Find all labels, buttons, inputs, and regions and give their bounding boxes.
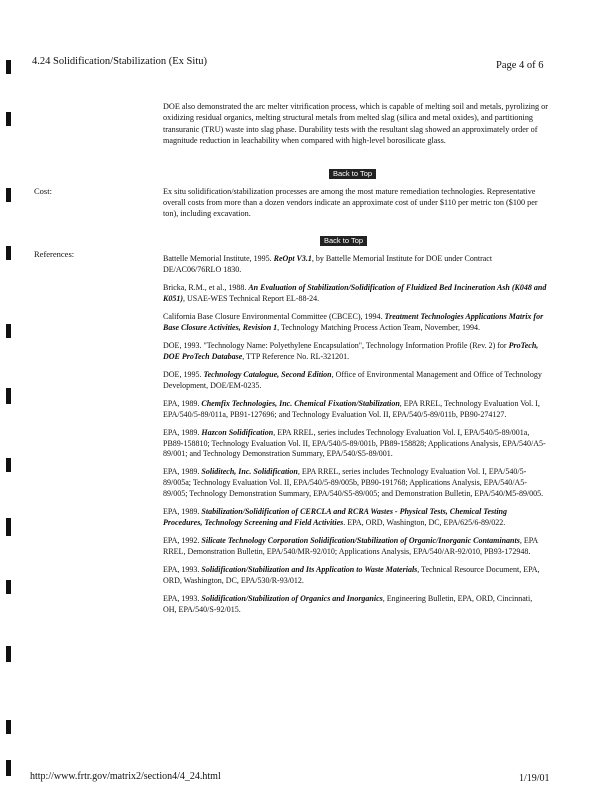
scan-edge-mark (6, 246, 11, 260)
scan-edge-mark (6, 324, 11, 338)
reference-item (163, 467, 547, 499)
reference-item (163, 507, 547, 528)
reference-title: Silicate Technology Corporation Solidification/Stabilization of Organic/Inorganic Contaminants (201, 536, 520, 546)
references-list (163, 254, 547, 623)
reference-lead: Battelle Memorial Institute, 1995. (163, 254, 274, 263)
reference-item (163, 565, 547, 586)
reference-lead: EPA, 1993. (163, 565, 202, 575)
reference-item (163, 341, 547, 362)
scan-edge-mark (6, 518, 11, 536)
footer-date: 1/19/01 (519, 773, 550, 784)
reference-tail: , Technology Matching Process Action Team, November, 1994. (277, 322, 481, 332)
scan-edge-mark (6, 388, 11, 404)
reference-item (163, 536, 547, 557)
back-to-top-button[interactable]: Back to Top (320, 236, 367, 246)
scan-edge-mark (6, 760, 11, 776)
reference-tail: , EPA RREL, series includes Technology Evaluation Vol. I, EPA/540/5-89/005a; Technology Evaluation Vol. II, EPA/540/5-89/005b, PB90-191768; Applications Analysis, EPA/540/A5-89/005; Technology Demonstration Summary, EPA/540/S5-89/005; and Demonstration Bulletin, EPA/540/M5-89/005. (163, 467, 544, 498)
back-to-top-button[interactable]: Back to Top (329, 169, 376, 179)
reference-tail: . EPA, ORD, Washington, DC, EPA/625/6-89/022. (343, 517, 506, 527)
reference-title: ProTech, DOE ProTech Database (163, 340, 539, 361)
reference-lead: DOE, 1995. (163, 369, 204, 379)
scan-edge-mark (6, 646, 11, 662)
reference-title: Technology Catalogue, Second Edition (203, 369, 332, 379)
reference-lead: EPA, 1989. (163, 427, 202, 437)
reference-tail: , TTP Reference No. RL-321201. (242, 351, 350, 361)
reference-lead: EPA, 1989. (163, 507, 202, 517)
reference-tail: , EPA RREL, Demonstration Bulletin, EPA/540/MR-92/010; Applications Analysis, EPA/540/AR-92/010, PB93-172948. (163, 536, 538, 556)
reference-title: ReOpt V3.1 (273, 254, 312, 263)
reference-lead: California Base Closure Environmental Committee (CBCEC), 1994. (163, 311, 385, 321)
reference-item (163, 370, 547, 391)
scan-edge-mark (6, 112, 11, 126)
references-label: References: (34, 249, 75, 259)
intro-paragraph: DOE also demonstrated the arc melter vitrification process, which is capable of melting soil and metals, pyrolizing or oxidizing residual organics, melting structural metals from melted slag (silica and metal oxides), and partitioning transuranic (TRU) waste into slag phase. Durability tests with the resultant slag showed an approximately order of magnitude reduction in leachability when compared with high-level borosilicate glass. (163, 102, 548, 146)
reference-lead: EPA, 1993. (163, 594, 202, 604)
reference-title: Soliditech, Inc. Solidification (201, 467, 298, 477)
reference-item (163, 594, 547, 615)
scan-edge-mark (6, 580, 11, 594)
footer-url: http://www.frtr.gov/matrix2/section4/4_24.html (30, 771, 221, 782)
page-indicator: Page 4 of 6 (496, 60, 544, 71)
reference-tail: , Technical Resource Document, EPA, ORD, Washington, DC, EPA/530/R-93/012. (163, 565, 540, 585)
reference-tail: , EPA RREL, series includes Technology Evaluation Vol. I, EPA/540/5-89/001a, PB89-158810; Technology Evaluation Vol. II, EPA/540/5-89/001b, PB89-158828; Applications Analysis, EPA/540/A5-89/001; and Technology Demonstration Summary, EPA/540/S5-89/001. (163, 427, 546, 459)
reference-title: An Evaluation of Stabilization/Solidification of Fluidized Bed Incineration Ash (K048 and K051) (163, 282, 547, 303)
reference-title: Treatment Technologies Applications Matrix for Base Closure Activities, Revision 1 (163, 311, 544, 332)
reference-item (163, 254, 547, 275)
reference-lead: EPA, 1992. (163, 536, 202, 546)
reference-lead: Bricka, R.M., et al., 1988. (163, 282, 249, 292)
reference-title: Chemfix Technologies, Inc. Chemical Fixation/Stabilization (201, 398, 400, 408)
reference-tail: , Office of Environmental Management and Office of Technology Development, DOE/EM-0235. (163, 369, 542, 390)
reference-lead: EPA, 1989. (163, 467, 202, 477)
reference-item (163, 312, 547, 333)
reference-lead: DOE, 1993. "Technology Name: Polyethylene Encapsulation", Technology Information Profile (Rev. 2) for (163, 340, 509, 350)
scan-edge-mark (6, 188, 11, 202)
scan-edge-marks (6, 60, 12, 790)
reference-title: Stabilization/Solidification of CERCLA and RCRA Wastes - Physical Tests, Chemical Testing Procedures, Technology Screening and Field Activities (163, 507, 508, 527)
cost-paragraph: Ex situ solidification/stabilization processes are among the most mature remediation technologies. Representative overall costs from more than a dozen vendors indicate an approximate cost of under $110 per metric ton ($100 per ton), including excavation. (163, 187, 538, 219)
reference-tail: , EPA RREL, Technology Evaluation Vol. I, EPA/540/5-89/011a, PB91-127696; and Technology Evaluation Vol. II, EPA/540/5-89/011b, PB90-274127. (163, 398, 540, 419)
reference-tail: , USAE-WES Technical Report EL-88-24. (183, 293, 320, 303)
cost-label: Cost: (34, 186, 52, 196)
reference-title: Hazcon Solidification (201, 427, 274, 437)
reference-lead: EPA, 1989. (163, 398, 202, 408)
reference-title: Solidification/Stabilization and Its Application to Waste Materials (201, 565, 418, 575)
reference-tail: , by Battelle Memorial Institute for DOE under Contract DE/AC06/76RLO 1830. (163, 254, 493, 274)
reference-item (163, 428, 547, 460)
scan-edge-mark (6, 458, 11, 472)
reference-tail: , Engineering Bulletin, EPA, ORD, Cincinnati, OH, EPA/540/S-92/015. (163, 594, 533, 614)
reference-item (163, 283, 547, 304)
reference-title: Solidification/Stabilization of Organics and Inorganics (201, 594, 383, 604)
reference-item (163, 399, 547, 420)
section-title: 4.24 Solidification/Stabilization (Ex Situ) (32, 56, 207, 67)
scan-edge-mark (6, 720, 11, 734)
scan-edge-mark (6, 60, 11, 74)
